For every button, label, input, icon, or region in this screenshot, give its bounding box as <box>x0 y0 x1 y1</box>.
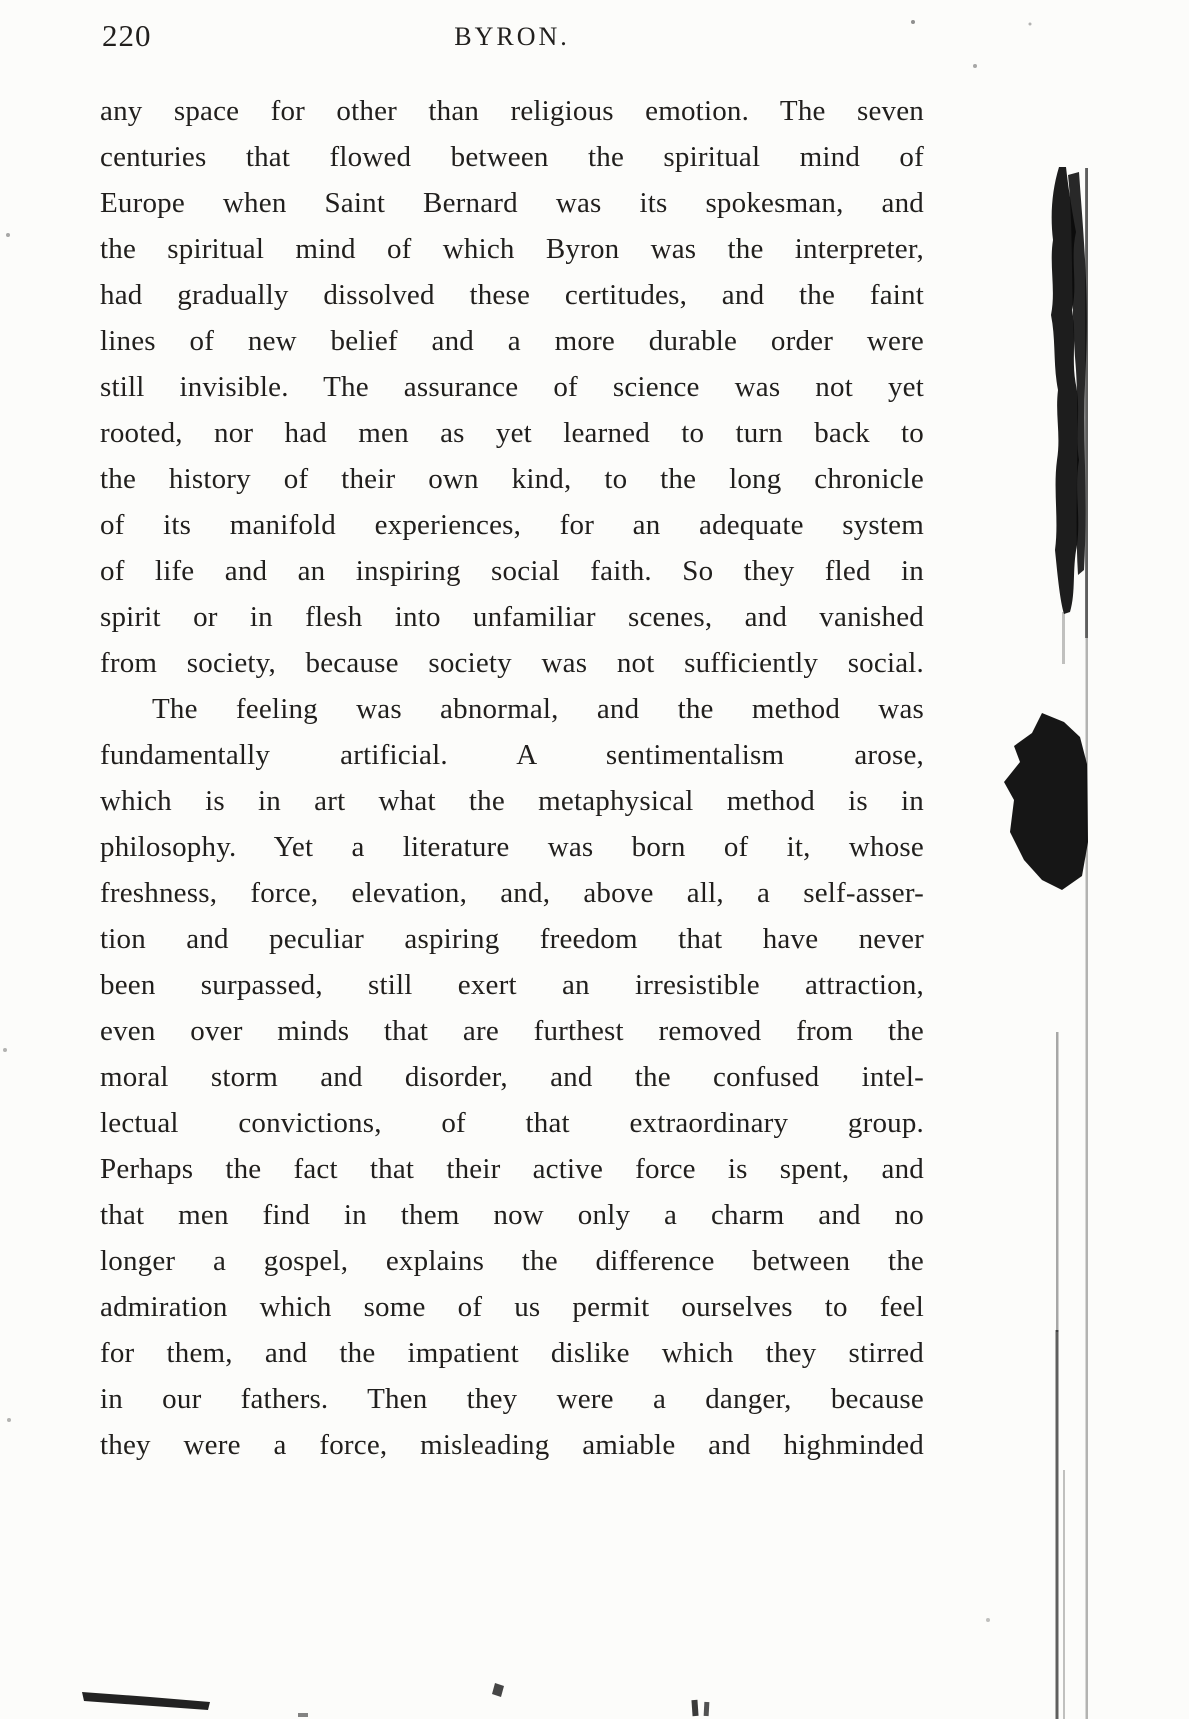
text-line: admiration which some of us permit ourselves to feel <box>100 1291 924 1323</box>
text-line: fundamentally artificial. A sentimentalism arose, <box>100 739 924 771</box>
crease-line-artifact <box>1056 1032 1059 1332</box>
text-line: the spiritual mind of which Byron was the interpreter, <box>100 233 924 265</box>
text-line: for them, and the impatient dislike which they stirred <box>100 1337 924 1369</box>
text-line: philosophy. Yet a literature was born of it, whose <box>100 831 924 863</box>
text-line: spirit or in flesh into unfamiliar scenes, and vanished <box>100 601 924 633</box>
bottom-speck-artifact <box>298 1713 308 1717</box>
text-line: of its manifold experiences, for an adequate system <box>100 509 924 541</box>
text-line: even over minds that are furthest removed from the <box>100 1015 924 1047</box>
page-edge-line-artifact <box>1086 168 1089 1719</box>
crease-line-faint-artifact <box>1063 1470 1065 1719</box>
bottom-tick2-artifact <box>704 1702 710 1716</box>
ink-streak-tail-artifact <box>1062 612 1065 664</box>
ink-streak-edge-artifact <box>1068 172 1087 575</box>
ink-streak-artifact <box>1051 167 1079 614</box>
speckle-artifact <box>986 1618 990 1622</box>
crease-line-dark-artifact <box>1056 1330 1059 1719</box>
text-body <box>100 88 924 1468</box>
running-title: BYRON. <box>454 22 570 51</box>
page-number: 220 <box>102 18 152 53</box>
speckle-artifact <box>6 233 10 237</box>
text-line: freshness, force, elevation, and, above all, a self-asser- <box>100 877 924 909</box>
speckle-artifact <box>1029 23 1032 26</box>
text-line: rooted, nor had men as yet learned to turn back to <box>100 417 924 449</box>
text-line: moral storm and disorder, and the confused intel- <box>100 1061 924 1093</box>
speckle-artifact <box>973 64 977 68</box>
page-edge-line-dark-artifact <box>1085 168 1088 638</box>
text-line: any space for other than religious emotion. The seven <box>100 95 924 127</box>
text-line: still invisible. The assurance of science was not yet <box>100 371 924 403</box>
text-line: lines of new belief and a more durable order were <box>100 325 924 357</box>
text-line: they were a force, misleading amiable and highminded <box>100 1429 924 1461</box>
text-line: Perhaps the fact that their active force is spent, and <box>100 1153 924 1185</box>
paragraph <box>100 686 924 1468</box>
text-line: the history of their own kind, to the long chronicle <box>100 463 924 495</box>
bottom-mark-artifact <box>492 1683 504 1697</box>
text-line: The feeling was abnormal, and the method was <box>152 693 924 725</box>
text-line: Europe when Saint Bernard was its spokesman, and <box>100 187 924 219</box>
text-line: of life and an inspiring social faith. So they fled in <box>100 555 924 587</box>
text-line: in our fathers. Then they were a danger, because <box>100 1383 924 1415</box>
text-line: from society, because society was not sufficiently social. <box>100 647 924 679</box>
text-line: longer a gospel, explains the difference between the <box>100 1245 924 1277</box>
paragraph <box>100 88 924 686</box>
text-line: had gradually dissolved these certitudes, and the faint <box>100 279 924 311</box>
speckle-artifact <box>3 1048 7 1052</box>
speckle-artifact <box>7 1418 11 1422</box>
text-line: which is in art what the metaphysical method is in <box>100 785 924 817</box>
bottom-tick-artifact <box>691 1700 698 1716</box>
text-line: been surpassed, still exert an irresistible attraction, <box>100 969 924 1001</box>
text-line: lectual convictions, of that extraordinary group. <box>100 1107 924 1139</box>
text-line: tion and peculiar aspiring freedom that have never <box>100 923 924 955</box>
text-line: centuries that flowed between the spiritual mind of <box>100 141 924 173</box>
page-header <box>100 16 924 60</box>
text-line: that men find in them now only a charm and no <box>100 1199 924 1231</box>
bottom-dash-artifact <box>82 1692 210 1710</box>
ink-blob-artifact <box>1004 713 1088 890</box>
